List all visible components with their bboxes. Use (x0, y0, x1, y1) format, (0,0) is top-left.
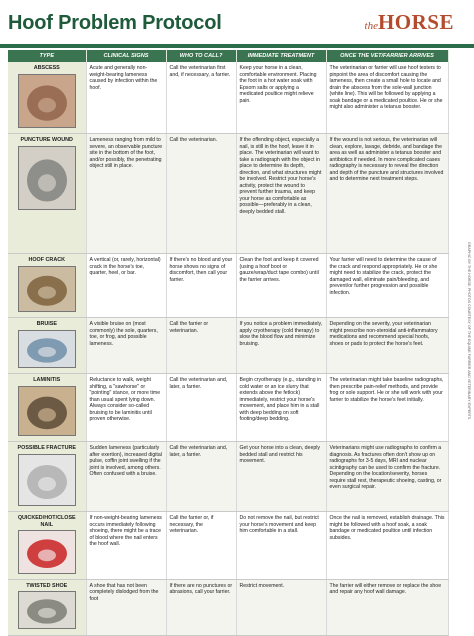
immediate-treatment-cell: Do not remove the nail, but restrict your horse's movement and keep him comfortable in a stall. (236, 512, 326, 580)
immediate-treatment-cell: If you notice a problem immediately, apply cryotherapy (cold therapy) to slow the blood flow and minimize bruising. (236, 318, 326, 374)
col-arrives: ONCE THE VET/FARRIER ARRIVES (326, 50, 448, 62)
clinical-signs-cell: Lameness ranging from mild to severe, an observable puncture site in the bottom of the foot, and/or possibly, the penetrating object still in place. (86, 134, 166, 254)
type-cell (8, 512, 86, 580)
hoof-photo (18, 74, 76, 128)
col-type: TYPE (8, 50, 86, 62)
vet-farrier-arrives-cell: Depending on the severity, your veterinarian might prescribe non-steroidal anti-inflammatory medications and recommend special hoofs, shoes or pads to protect the horse's feet. (326, 318, 448, 374)
type-cell (8, 318, 86, 374)
vet-farrier-arrives-cell: The veterinarian might take baseline radiographs, then prescribe pain-relief methods, and provide frog or sole support. He or she will work with your farrier to stabilize the horse's feet initially. (326, 374, 448, 442)
type-cell (8, 134, 86, 254)
type-name: POSSIBLE FRACTURE (17, 445, 76, 451)
logo-horse: HORSE (377, 10, 454, 34)
header-row (8, 50, 448, 62)
hoof-photo (18, 330, 76, 368)
table-row (8, 318, 448, 374)
immediate-treatment-cell: Restrict movement. (236, 579, 326, 635)
clinical-signs-cell: Reluctance to walk, weight shifting, a "sawhorse" or "pointing" stance, or more time than usual spent lying down. Always consider so-called bruising to be laminitis until proven otherwise. (86, 374, 166, 442)
immediate-treatment-cell: If the offending object, especially a nail, is still in the hoof, leave it in place. The veterinarian will want to take a radiograph with the object in place to determine its depth, direction, and what structures might be involved. Restrict your horse's activity, protect the wound to prevent further trauma, and keep your horse as comfortable as possible—preferably in a clean, deeply bedded stall. (236, 134, 326, 254)
hoof-photo (18, 386, 76, 436)
col-treatment: IMMEDIATE TREATMENT (236, 50, 326, 62)
vet-farrier-arrives-cell: The veterinarian or farrier will use hoof testers to pinpoint the area of discomfort causing the lameness, then create a small hole to locate and drain the abscess from the sole-wall junction (white line). This will be followed by applying a soak bandage or a medicated poultice. He or she might also administer a tetanus booster. (326, 62, 448, 134)
page-title: Hoof Problem Protocol (8, 12, 222, 34)
table-row (8, 254, 448, 318)
protocol-table (8, 50, 449, 636)
hoof-photo (18, 146, 76, 210)
who-to-call-cell: Call the veterinarian and, later, a farrier. (166, 374, 236, 442)
table-row (8, 134, 448, 254)
who-to-call-cell: Call the veterinarian first and, if necessary, a farrier. (166, 62, 236, 134)
type-cell (8, 62, 86, 134)
header-strip (0, 44, 474, 48)
table-row (8, 512, 448, 580)
publication-logo (365, 10, 454, 35)
col-who: WHO TO CALL? (166, 50, 236, 62)
hoof-photo (18, 266, 76, 312)
type-name: PUNCTURE WOUND (20, 137, 73, 143)
type-name: HOOF CRACK (28, 257, 66, 263)
clinical-signs-cell: A shoe that has not been completely dislodged from the foot (86, 579, 166, 635)
type-name: QUICKED/HOT/CLOSE NAIL (17, 515, 76, 528)
immediate-treatment-cell: Begin cryotherapy (e.g., standing in cold water or an ice slurry that extends above the fetlock) immediately, restrict your horse's movement, and place him in a stall with deep bedding on soft footing/deep bedding. (236, 374, 326, 442)
logo-the: the (364, 20, 378, 32)
immediate-treatment-cell: Get your horse into a clean, deeply bedded stall and restrict his movement. (236, 442, 326, 512)
type-name: TWISTED SHOE (26, 582, 68, 589)
title-bar (0, 0, 474, 44)
col-signs: CLINICAL SIGNS (86, 50, 166, 62)
hoof-photo (18, 530, 76, 574)
type-cell (8, 254, 86, 318)
who-to-call-cell: Call the farrier or veterinarian. (166, 318, 236, 374)
type-name: ABSCESS (33, 65, 60, 71)
type-name: LAMINITIS (33, 377, 61, 383)
who-to-call-cell: Call the veterinarian and, later, a farrier. (166, 442, 236, 512)
vet-farrier-arrives-cell: Your farrier will need to determine the cause of the crack and respond appropriately. He or she might need to stabilize the crack, protect the damaged wall, eliminate pain/bleeding, and prevent/or further progression and possible infection. (326, 254, 448, 318)
type-name: BRUISE (36, 321, 57, 327)
who-to-call-cell: If there's no blood and your horse shows no signs of discomfort, then call your farrier. (166, 254, 236, 318)
who-to-call-cell: Call the farrier or, if necessary, the veterinarian. (166, 512, 236, 580)
vet-farrier-arrives-cell: Veterinarians might use radiographs to confirm a diagnosis. As fractures often don't show up on radiographs for 3-5 days, MRI and nuclear scintigraphy can be used to confirm the fracture. Depending on the location/severity, horses require stall rest, therapeutic shoeing, casting, or even surgical repair. (326, 442, 448, 512)
clinical-signs-cell: Acute and generally non-weight-bearing lameness caused by infection within the hoof. (86, 62, 166, 134)
hoof-photo (18, 591, 76, 629)
type-cell (8, 374, 86, 442)
vet-farrier-arrives-cell: If the wound is not serious, the veterinarian will clean, explore, lavage, debride, and bandage the area as well as administer a tetanus booster and antibiotics if needed. In more complicated cases radiography is necessary to reveal the direction and depth of the puncture and structures involved and to determine next treatment steps. (326, 134, 448, 254)
hoof-photo (18, 454, 76, 506)
table-row (8, 579, 448, 635)
who-to-call-cell: If there are no punctures or abrasions, call your farrier. (166, 579, 236, 635)
clinical-signs-cell: A vertical (or, rarely, horizontal) crack in the horse's toe, quarter, heel, or bar. (86, 254, 166, 318)
clinical-signs-cell: Sudden lameness (particularly after exertion), increased digital pulse, coffin joint swelling if the joint is involved, among others. Often confused with a bruise. (86, 442, 166, 512)
clinical-signs-cell: If non-weight-bearing lameness occurs immediately following shoeing, there might be a trace of blood where the nail enters the hoof wall. (86, 512, 166, 580)
side-credit (459, 242, 471, 630)
vet-farrier-arrives-cell: The farrier will either remove or replace the shoe and repair any hoof wall damage. (326, 579, 448, 635)
table-row (8, 374, 448, 442)
immediate-treatment-cell: Clean the foot and keep it covered (using a hoof boot or gauze/wrap/duct tape combo) until the farrier arrives. (236, 254, 326, 318)
immediate-treatment-cell: Keep your horse in a clean, comfortable environment. Placing the foot in a hot water soak with Epsom salts or applying a medicated poultice might relieve pain. (236, 62, 326, 134)
table-row (8, 62, 448, 134)
type-cell (8, 579, 86, 635)
vet-farrier-arrives-cell: Once the nail is removed, establish drainage. This might be followed with a hoof soak, a soak bandage or medicated poultice until infection subsides. (326, 512, 448, 580)
type-cell (8, 442, 86, 512)
who-to-call-cell: Call the veterinarian. (166, 134, 236, 254)
clinical-signs-cell: A visible bruise on (most commonly) the sole, quarters, toe, or frog, and possible lameness. (86, 318, 166, 374)
table-row (8, 442, 448, 512)
side-credit-text: GRAPHIC BY THE HORSE; PHOTOS COURTESY OF THE EQUINE FARRIER AND VETERINARY EXPERTS (467, 242, 471, 420)
